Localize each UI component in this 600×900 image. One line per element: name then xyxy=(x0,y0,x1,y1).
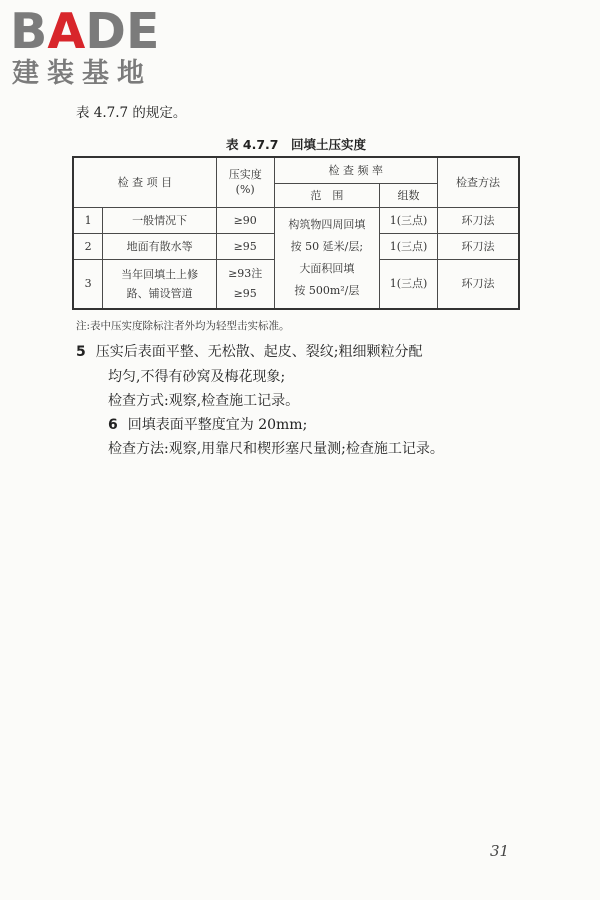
header-range: 范 围 xyxy=(274,183,380,207)
header-item: 检 查 项 目 xyxy=(73,157,216,207)
row-groups: 1(三点) xyxy=(380,233,438,259)
row-compaction-secondary: ≥95 xyxy=(233,286,257,300)
logo-letters-de: DE xyxy=(85,3,160,60)
page-number: 31 xyxy=(490,842,510,860)
range-cell xyxy=(274,207,380,309)
paragraph-check-method: 检查方法:观察,用靠尺和楔形塞尺量测;检查施工记录。 xyxy=(108,441,444,457)
range-line: 构筑物四周回填 xyxy=(288,217,366,231)
header-compaction-label: 压实度 xyxy=(228,168,262,182)
row-item: 一般情况下 xyxy=(103,207,216,233)
row-groups: 1(三点) xyxy=(380,207,438,233)
table-note: 注:表中压实度除标注者外均为轻型击实标准。 xyxy=(76,320,290,332)
paragraph-check-method: 检查方式:观察,检查施工记录。 xyxy=(108,393,300,409)
header-method: 检查方法 xyxy=(437,157,519,207)
paragraph-item-5 xyxy=(76,342,422,362)
row-method: 环刀法 xyxy=(437,233,519,259)
row-compaction xyxy=(216,259,274,309)
logo-subtitle: 建装基地 xyxy=(12,58,152,89)
table-header-row xyxy=(73,157,519,183)
item-number: 6 xyxy=(108,417,118,433)
item-number: 5 xyxy=(76,344,86,360)
logo-wordmark xyxy=(10,3,160,60)
row-number: 3 xyxy=(73,259,103,309)
row-groups: 1(三点) xyxy=(380,259,438,309)
logo-letter-a: A xyxy=(47,3,86,60)
row-item: 当年回填土上修路、铺设管道 xyxy=(103,259,216,309)
header-groups: 组数 xyxy=(380,183,438,207)
intro-line: 表 4.7.7 的规定。 xyxy=(76,105,187,121)
row-compaction: ≥90 xyxy=(216,207,274,233)
table-row xyxy=(73,207,519,233)
paragraph-item-6 xyxy=(108,415,307,435)
logo-letter-b: B xyxy=(10,3,48,60)
row-item: 地面有散水等 xyxy=(103,233,216,259)
row-method: 环刀法 xyxy=(437,259,519,309)
paragraph-text: 压实后表面平整、无松散、起皮、裂纹;粗细颗粒分配 xyxy=(95,344,423,360)
header-compaction-unit: (%) xyxy=(235,183,255,197)
row-number: 1 xyxy=(73,207,103,233)
row-method: 环刀法 xyxy=(437,207,519,233)
range-line: 按 50 延米/层; xyxy=(290,239,364,253)
paragraph-continuation: 均匀,不得有砂窝及梅花现象; xyxy=(108,369,286,385)
brand-logo xyxy=(10,3,160,89)
row-compaction-primary: ≥93注 xyxy=(228,266,263,280)
range-line: 大面积回填 xyxy=(299,261,355,275)
row-compaction: ≥95 xyxy=(216,233,274,259)
table-caption: 表 4.7.7 回填土压实度 xyxy=(226,137,366,152)
paragraph-text: 回填表面平整度宜为 20mm; xyxy=(127,417,308,433)
compaction-table xyxy=(72,156,520,310)
range-line: 按 500m²/层 xyxy=(294,283,360,297)
header-compaction xyxy=(216,157,274,207)
header-frequency: 检 查 频 率 xyxy=(274,157,437,183)
row-number: 2 xyxy=(73,233,103,259)
